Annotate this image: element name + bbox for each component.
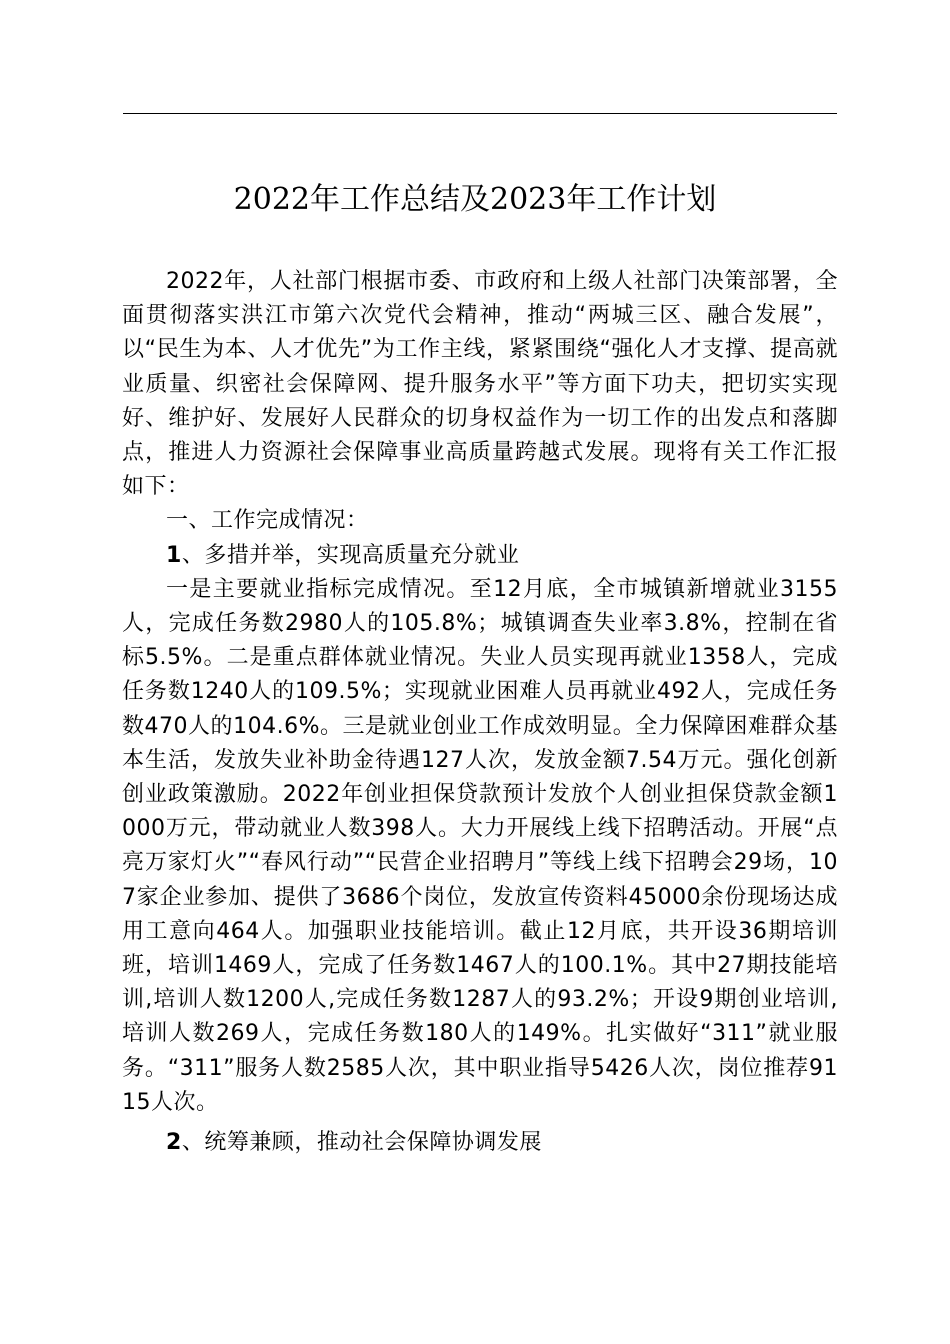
intro-paragraph: 2022年，人社部门根据市委、市政府和上级人社部门决策部署，全面贯彻落实洪江市第六次党代会精神，推动“两城三区、融合发展”，以“民生为本、人才优先”为工作主线，紧紧围绕“强化人才支撑、提高就业质量、织密社会保障网、提升服务水平”等方面下功夫，把切实实现好、维护好、发展好人民群众的切身权益作为一切工作的出发点和落脚点，推进人力资源社会保障事业高质量跨越式发展。现将有关工作汇报如下： bbox=[122, 269, 838, 500]
item-1-paragraph: 一是主要就业指标完成情况。至12月底，全市城镇新增就业3155人，完成任务数2980人的105.8%；城镇调查失业率3.8%，控制在省标5.5%。二是重点群体就业情况。失业人员实现再就业1358人，完成任务数1240人的109.5%；实现就业困难人员再就业492人，完成任务数470人的104.6%。三是就业创业工作成效明显。全力保障困难群众基本生活，发放失业补助金待遇127人次，发放金额7.54万元。强化创新创业政策激励。2022年创业担保贷款预计发放个人创业担保贷款金额1000万元，带动就业人数398人。大力开展线上线下招聘活动。开展“点亮万家灯火”“春风行动”“民营企业招聘月”等线上线下招聘会29场，107家企业参加、提供了3686个岗位，发放宣传资料45000余份现场达成用工意向464人。加强职业技能培训。截止12月底，共开设36期培训班，培训1469人，完成了任务数1467人的100.1%。其中27期技能培训,培训人数1200人,完成任务数1287人的93.2%；开设9期创业培训,培训人数269人，完成任务数180人的149%。扎实做好“311”就业服务。“311”服务人数2585人次，其中职业指导5426人次，岗位推荐9115人次。 bbox=[122, 576, 838, 1115]
document-body bbox=[122, 265, 838, 1160]
section-heading-1: 一、工作完成情况： bbox=[166, 508, 369, 534]
item-title-2: 、统筹兼顾，推动社会保障协调发展 bbox=[181, 1130, 542, 1156]
header-rule bbox=[123, 113, 837, 114]
item-heading-1 bbox=[122, 539, 838, 573]
item-number-1: 1 bbox=[166, 542, 182, 568]
document-title: 2022年工作总结及2023年工作计划 bbox=[233, 182, 717, 217]
item-heading-2 bbox=[122, 1126, 838, 1160]
item-title-1: 、多措并举，实现高质量充分就业 bbox=[181, 542, 520, 568]
item-number-2: 2 bbox=[166, 1130, 182, 1156]
